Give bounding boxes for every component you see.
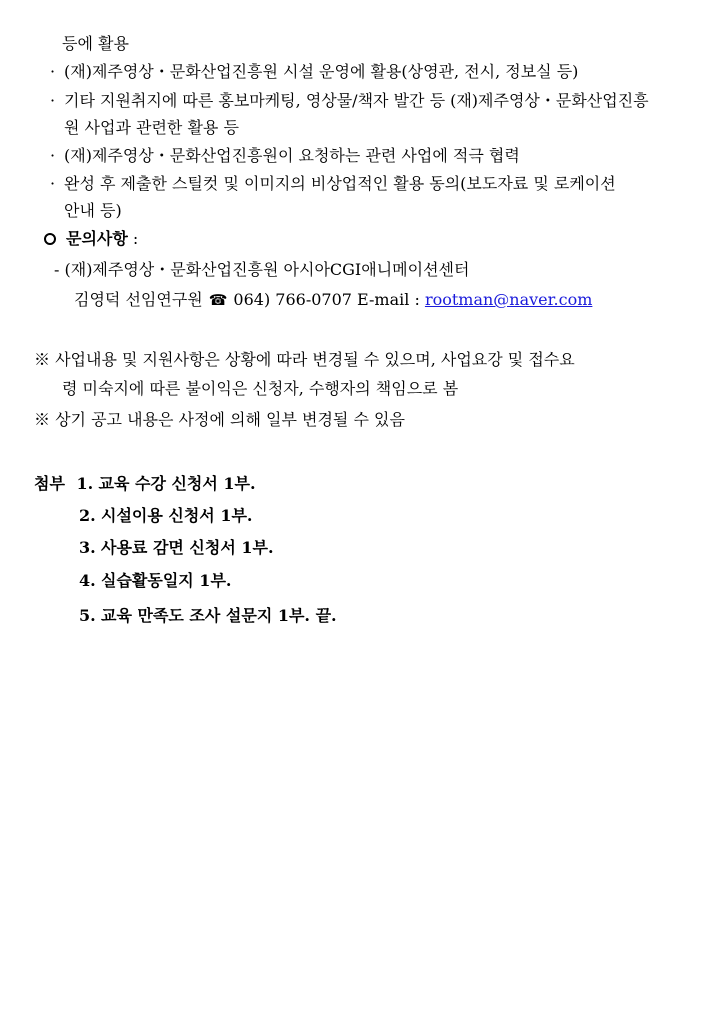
inquiry-colon: : — [132, 229, 139, 248]
contact-name: 김영덕 선임연구원 — [74, 290, 203, 309]
bullet-item-consent — [50, 174, 616, 194]
attachment-text: 실습활동일지 1부. — [101, 571, 232, 590]
attachment-row-1 — [34, 474, 256, 494]
inquiry-contact-row — [74, 290, 592, 310]
bullet-item-marketing-cont — [50, 118, 239, 138]
bullet-text: (재)제주영상・문화산업진흥원이 요청하는 관련 사업에 적극 협력 — [64, 146, 520, 165]
bullet-mark: · — [50, 91, 56, 110]
attachment-row-2 — [79, 506, 253, 526]
bullet-text: 원 사업과 관련한 활용 등 — [64, 118, 239, 137]
attachment-row-5 — [79, 606, 337, 626]
note-changes: ※ 사업내용 및 지원사항은 상황에 따라 변경될 수 있으며, 사업요강 및 접수요 — [34, 350, 575, 369]
bullet-text: 안내 등) — [64, 201, 122, 220]
circle-bullet-icon — [44, 233, 56, 245]
bullet-text: 기타 지원취지에 따른 홍보마케팅, 영상물/책자 발간 등 (재)제주영상・문화산업진흥 — [64, 91, 649, 110]
bullet-mark: · — [50, 62, 56, 81]
bullet-item-marketing — [50, 91, 649, 111]
bullet-item-consent-cont — [50, 201, 122, 221]
attachment-number: 4. — [79, 571, 96, 590]
attachment-text: 시설이용 신청서 1부. — [101, 506, 253, 525]
phone-icon: ☎ — [208, 291, 228, 309]
note-announcement: ※ 상기 공고 내용은 사정에 의해 일부 변경될 수 있음 — [34, 410, 405, 429]
bullet-mark: · — [50, 174, 56, 193]
attachment-label: 첨부 — [34, 474, 65, 493]
inquiry-heading: 문의사항 — [66, 229, 128, 248]
attachment-number: 1. — [76, 474, 94, 493]
continuation-text: 등에 활용 — [62, 34, 129, 53]
attachment-text: 교육 수강 신청서 1부. — [98, 474, 256, 493]
contact-email-link[interactable]: rootman@naver.com — [424, 290, 593, 309]
note-changes-cont: 령 미숙지에 따른 불이익은 신청자, 수행자의 책임으로 봄 — [62, 379, 459, 398]
bullet-item-cooperation — [50, 146, 520, 166]
attachment-text: 교육 만족도 조사 설문지 1부. 끝. — [101, 606, 337, 625]
attachment-number: 2. — [79, 506, 96, 525]
attachment-row-4 — [79, 571, 231, 591]
attachment-text: 사용료 감면 신청서 1부. — [101, 538, 274, 557]
attachment-number: 3. — [79, 538, 96, 557]
bullet-item-facility-use — [50, 62, 578, 82]
contact-phone: 064) 766-0707 E-mail : — [233, 290, 420, 309]
bullet-mark: · — [50, 146, 56, 165]
bullet-text: (재)제주영상・문화산업진흥원 시설 운영에 활용(상영관, 전시, 정보실 등) — [64, 62, 579, 81]
inquiry-heading-row — [44, 229, 138, 249]
attachment-number: 5. — [79, 606, 96, 625]
attachment-row-3 — [79, 538, 274, 558]
inquiry-organization: - (재)제주영상・문화산업진흥원 아시아CGI애니메이션센터 — [54, 260, 470, 279]
bullet-text: 완성 후 제출한 스틸컷 및 이미지의 비상업적인 활용 동의(보도자료 및 로케이션 — [64, 174, 616, 193]
